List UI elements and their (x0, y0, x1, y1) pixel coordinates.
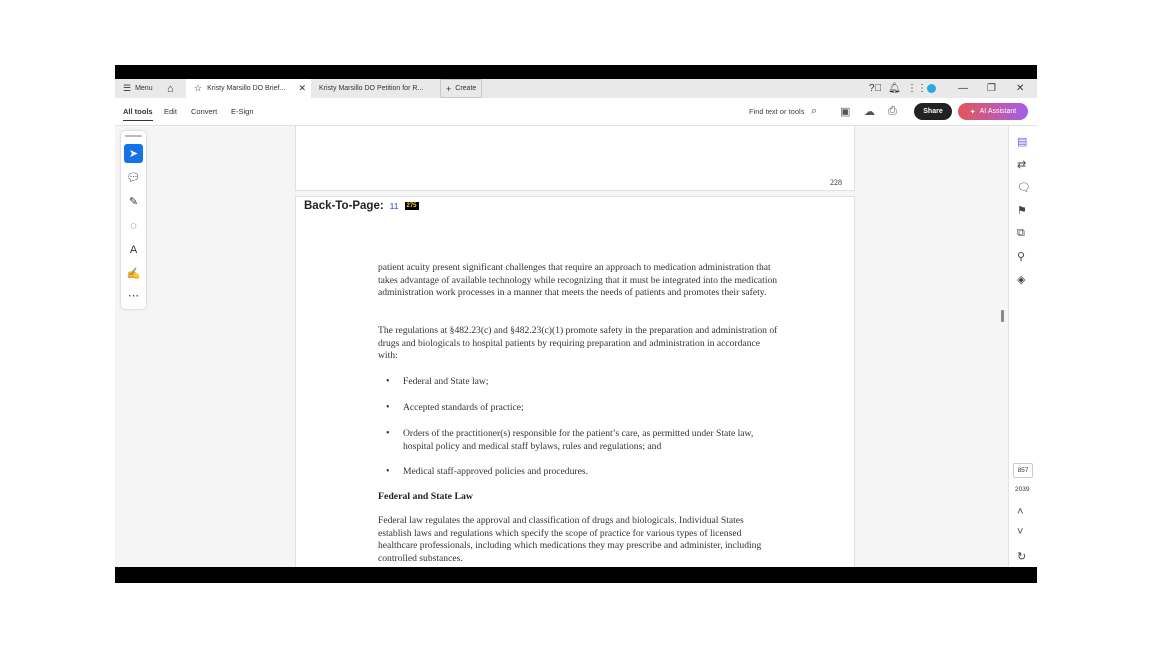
add-text-icon[interactable]: A (129, 243, 138, 256)
pdf-page-previous (295, 126, 855, 191)
pages-icon[interactable]: ⧉ (1017, 227, 1025, 239)
avatar[interactable] (927, 79, 936, 98)
tab-convert[interactable]: Convert (191, 107, 218, 116)
home-icon[interactable]: ⌂ (167, 82, 174, 95)
app-window (115, 65, 1037, 583)
restore-icon[interactable]: ❐ (987, 83, 996, 94)
menu-label: Menu (135, 85, 153, 92)
list-item: • Accepted standards of practice; (392, 402, 784, 415)
add-comment-icon[interactable]: 💬︎ (126, 172, 141, 184)
page-number: 228 (830, 178, 842, 187)
back-to-page (304, 200, 419, 212)
share-button[interactable]: Share (914, 103, 952, 120)
star-icon[interactable]: ☆ (194, 83, 203, 93)
top-black-bar (115, 65, 1037, 79)
total-pages: 2039 (1015, 486, 1030, 493)
main-toolbar (115, 98, 1037, 126)
window-close-icon[interactable]: ✕ (1016, 83, 1025, 94)
bottom-black-bar (115, 567, 1037, 583)
tab-label: Kristy Marsillo DO Brief... (207, 85, 286, 92)
select-cursor-icon[interactable]: ➤ (124, 144, 143, 163)
list-item: • Medical staff-approved policies and procedures. (392, 466, 784, 479)
signature-icon[interactable]: ✍ (126, 268, 141, 280)
paragraph: The regulations at §482.23(c) and §482.23(c)(1) promote safety in the preparation and administration of drugs and biologicals to hospital patients by requiring preparation and administration in accordance with: (378, 325, 778, 362)
ai-sparkle-icon: ✦ (969, 108, 976, 116)
menu-button[interactable] (123, 79, 153, 98)
comment-icon[interactable]: 🗨︎ (1017, 182, 1031, 194)
plus-icon: + (446, 83, 452, 94)
save-icon[interactable]: ▣ (840, 106, 851, 118)
attachment-icon[interactable]: ⚲ (1017, 251, 1026, 263)
scrollbar-thumb[interactable] (1001, 310, 1004, 322)
rotate-icon[interactable]: ↻ (1017, 551, 1027, 563)
panel-grip[interactable] (125, 135, 142, 137)
help-icon[interactable]: ?⃝ (869, 83, 883, 94)
highlight-pen-icon[interactable]: ✎ (128, 196, 139, 208)
list-item: • Federal and State law; (392, 376, 784, 389)
create-label: Create (455, 85, 477, 92)
pdf-page-current (295, 196, 855, 576)
draw-lasso-icon[interactable]: ◌ (130, 219, 137, 232)
page-badge: 275 (406, 203, 417, 209)
more-tools-icon[interactable]: ⋯ (128, 290, 139, 302)
search-icon[interactable]: ⌕ (811, 105, 818, 117)
tab-bar (115, 79, 1037, 98)
quick-tools-panel (121, 131, 146, 309)
paragraph: patient acuity present significant challenges that require an approach to medication administration that takes advantage of available technology while recognizing that it must be integrated into the medication administration work processes in a manner that meets the needs of patients and promotes their safety. (378, 262, 778, 299)
list-item: • Orders of the practitioner(s) responsible for the patient’s care, as permitted under State law, hospital policy and medical staff bylaws, rules and regulations; and (392, 428, 762, 453)
find-input[interactable]: Find text or tools (749, 107, 805, 116)
print-icon[interactable]: ⎙ (888, 105, 897, 117)
tab-document-1[interactable] (186, 79, 311, 98)
minimize-icon[interactable]: — (958, 83, 968, 94)
edit-panel-icon[interactable]: ▤ (1017, 136, 1028, 148)
tab-esign[interactable]: E-Sign (231, 107, 254, 116)
tab-label: Kristy Marsillo DO Petition for R... (319, 85, 424, 92)
upload-cloud-icon[interactable]: ☁ (864, 106, 875, 118)
current-page-input[interactable]: 857 (1013, 463, 1033, 478)
create-tab-button[interactable] (440, 79, 482, 98)
hamburger-icon: ☰ (123, 83, 132, 93)
paragraph: Federal law regulates the approval and classification of drugs and biologicals. Individual States establish laws and regulations which specify the scope of practice for various types of licensed healthcare professionals, including which medications they may prescribe and administer, including controlled substances. (378, 515, 762, 564)
tab-document-2[interactable] (314, 79, 432, 98)
right-rail (1008, 126, 1037, 567)
bookmark-icon[interactable]: ⚑ (1017, 205, 1027, 217)
section-heading: Federal and State Law (378, 491, 473, 502)
ai-assistant-label: AI Assistant (979, 108, 1017, 115)
chevron-up-icon[interactable]: ˄ (1017, 506, 1024, 518)
chevron-down-icon[interactable]: ˅ (1017, 526, 1024, 538)
ai-assistant-button[interactable] (958, 103, 1028, 120)
apps-grid-icon[interactable]: ⋮⋮ (907, 83, 927, 94)
bell-icon[interactable]: 🔔︎ (888, 83, 901, 94)
layers-icon[interactable]: ◈ (1017, 274, 1026, 286)
convert-icon[interactable]: ⇄ (1017, 159, 1027, 171)
close-icon[interactable]: ✕ (298, 83, 306, 93)
tab-all-tools[interactable]: All tools (123, 107, 153, 121)
back-to-page-link[interactable]: 11 (389, 201, 399, 211)
back-to-page-label: Back-To-Page: (304, 200, 384, 212)
tab-edit[interactable]: Edit (164, 107, 177, 116)
